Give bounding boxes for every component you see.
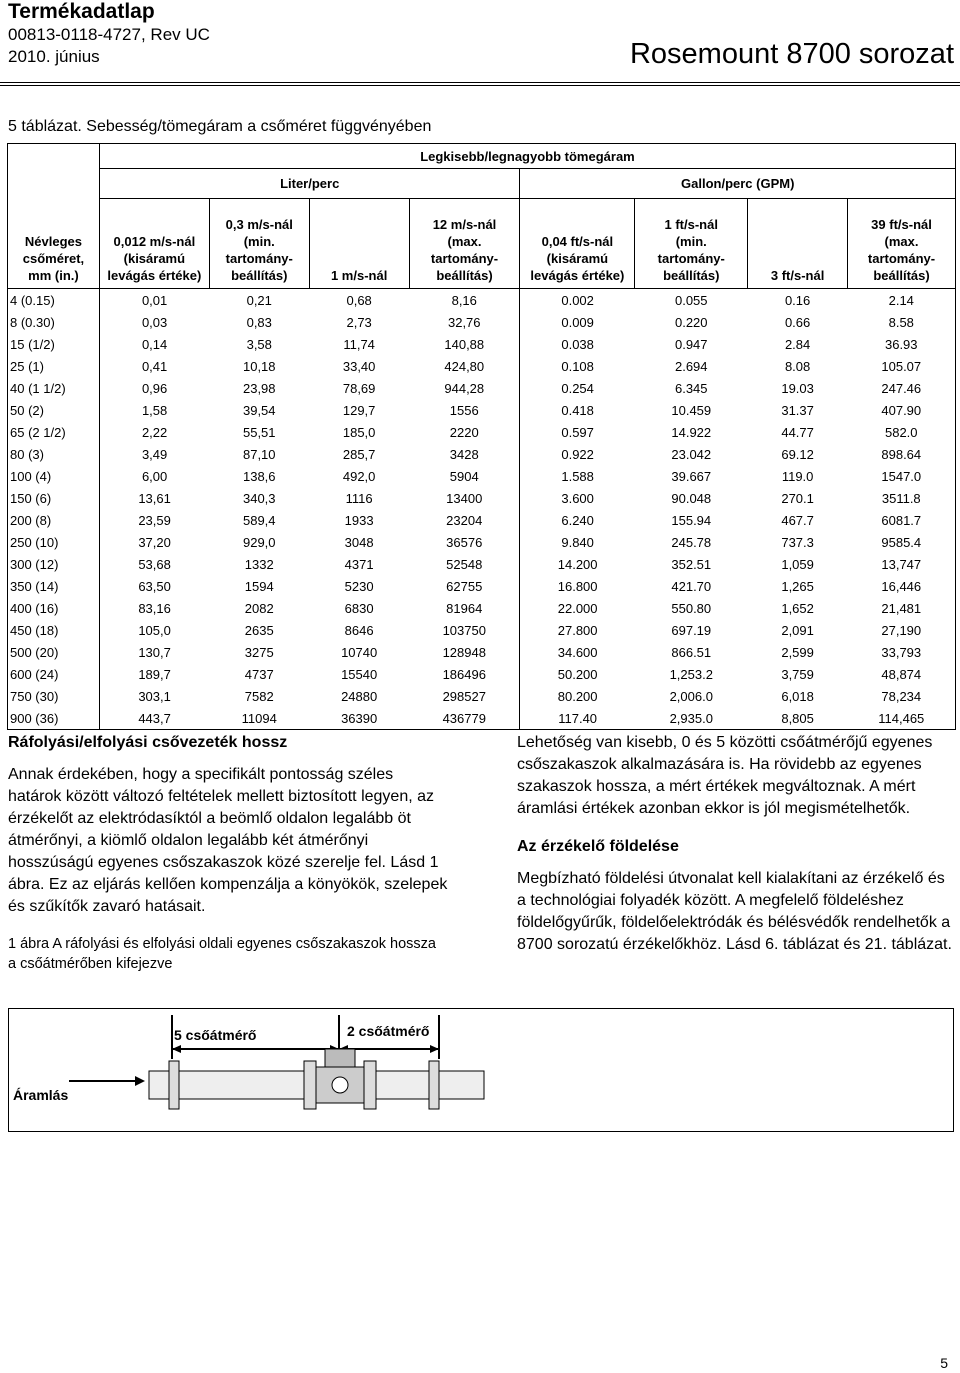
table-row	[8, 465, 956, 487]
flow-value-cell: 53,68	[99, 553, 209, 575]
flow-value-cell: 247.46	[881, 380, 922, 396]
col-header-5: 0,04 ft/s-nál (kisáramú levágás értéke)	[520, 199, 635, 289]
flow-value-cell: 436779	[442, 710, 486, 726]
table-row	[8, 619, 956, 641]
flow-value-cell: 3,58	[246, 336, 272, 352]
flow-value-cell: 0.66	[784, 314, 811, 330]
flow-value-cell: 1,059	[781, 556, 814, 572]
flow-value-cell: 8646	[344, 622, 374, 638]
flow-value-cell: 582.0	[884, 424, 918, 440]
pipe-size-cell: 750 (30)	[10, 688, 59, 704]
flow-value-cell: 1,253.2	[669, 666, 713, 682]
flow-value-cell: 14.922	[671, 424, 712, 440]
flow-value-cell: 1.588	[520, 465, 635, 487]
table-row	[8, 355, 956, 377]
flow-value-cell: 2,599	[781, 644, 814, 660]
flow-value-cell: 270.1	[781, 490, 814, 506]
short-pipe-paragraph: Lehetőség van kisebb, 0 és 5 közötti csőátmérőjű egyenes csőszakaszok alkalmazására is. Ha rövidebb az egyenes szakaszok hossza, a mért értékek megváltoznak. A mért áramlási értékek azonban ekkor is jól megismételhetők.	[517, 734, 933, 817]
flow-value-cell: 421.70	[671, 578, 712, 594]
pipe-size-cell: 500 (20)	[10, 644, 59, 660]
flow-value-cell: 2.84	[784, 336, 811, 352]
pipe-size-cell: 400 (16)	[10, 600, 59, 616]
flow-value-cell: 39.667	[671, 468, 712, 484]
two-diameter-label: 2 csőátmérő	[347, 1023, 430, 1039]
flow-value-cell: 697.19	[671, 622, 712, 638]
flow-value-cell: 303,1	[99, 685, 209, 707]
flow-value-cell: 27.800	[520, 619, 635, 641]
header-doc-number: 00813-0118-4727, Rev UC	[8, 25, 210, 44]
flow-value-cell: 4371	[344, 556, 374, 572]
flow-value-cell: 2.14	[888, 292, 914, 308]
flow-value-cell: 6081.7	[881, 512, 922, 528]
flow-value-cell: 16,446	[881, 578, 922, 594]
flow-value-cell: 44.77	[781, 424, 814, 440]
flow-value-cell: 2,22	[99, 421, 209, 443]
flow-value-cell: 898.64	[881, 446, 922, 462]
flow-value-cell: 0,41	[99, 355, 209, 377]
table-row	[8, 487, 956, 509]
flow-value-cell: 3511.8	[881, 490, 921, 506]
flow-value-cell: 27,190	[881, 622, 922, 638]
flow-value-cell: 1,265	[781, 578, 814, 594]
table-row	[8, 443, 956, 465]
table-row	[8, 333, 956, 355]
flow-value-cell: 10740	[341, 644, 378, 660]
pipe-size-cell: 300 (12)	[10, 556, 59, 572]
col-header-7: 3 ft/s-nál	[748, 199, 848, 289]
flow-value-cell: 0,96	[99, 377, 209, 399]
pipe-size-cell: 65 (2 1/2)	[10, 424, 66, 440]
flow-value-cell: 6,00	[99, 465, 209, 487]
flow-value-cell: 78,234	[881, 688, 922, 704]
pipe-length-paragraph: Annak érdekében, hogy a specifikált pontosság széles határok között változó feltételek mellett biztosított legyen, az érzékelőt az elektródasíktól a beömlő oldalon legalább öt átmérőnyi, a kiömlő oldalon legalább két átmérőnyi hosszúságú egyenes csőszakaszok közé szerelje fel. Lásd 1 ábra. Ez az eljárás kellően kompenzálja a könyökök, szelepek és szűkítők zavaró hatásait.	[8, 766, 448, 915]
flow-value-cell: 185,0	[342, 424, 376, 440]
flow-value-cell: 48,874	[881, 666, 922, 682]
flow-value-cell: 13,747	[881, 556, 922, 572]
col-header-6: 1 ft/s-nál (min. tartomány- beállítás)	[635, 199, 748, 289]
flow-value-cell: 0,21	[246, 292, 272, 308]
flow-value-cell: 0.002	[520, 289, 635, 312]
flow-value-cell: 2635	[244, 622, 274, 638]
flow-value-cell: 929,0	[242, 534, 276, 550]
flow-value-cell: 492,0	[342, 468, 376, 484]
flow-value-cell: 52548	[446, 556, 483, 572]
flow-value-cell: 589,4	[242, 512, 276, 528]
flow-value-cell: 62755	[446, 578, 483, 594]
pipe-size-cell: 15 (1/2)	[10, 336, 55, 352]
table-caption: 5 táblázat. Sebesség/tömegáram a csőméret függvényében	[8, 118, 432, 135]
flow-value-cell: 424,80	[444, 358, 485, 374]
flow-value-cell: 189,7	[99, 663, 209, 685]
flow-value-cell: 31.37	[781, 402, 814, 418]
table-row	[8, 311, 956, 333]
flow-value-cell: 11094	[241, 710, 277, 726]
flow-value-cell: 9585.4	[881, 534, 922, 550]
pipe-size-cell: 100 (4)	[10, 468, 52, 484]
flow-value-cell: 2,73	[346, 314, 372, 330]
pipe-size-cell: 250 (10)	[10, 534, 59, 550]
flow-value-cell: 1933	[344, 512, 374, 528]
flow-value-cell: 340,3	[242, 490, 276, 506]
five-diameter-label: 5 csőátmérő	[174, 1027, 257, 1043]
table-row	[8, 575, 956, 597]
mass-flow-group-header: Legkisebb/legnagyobb tömegáram	[99, 144, 955, 169]
flow-value-cell: 39,54	[242, 402, 276, 418]
col-header-0: Névleges csőméret, mm (in.)	[8, 144, 100, 289]
flow-value-cell: 298527	[442, 688, 486, 704]
flow-value-cell: 8.08	[784, 358, 811, 374]
flow-value-cell: 36.93	[884, 336, 918, 352]
flow-value-cell: 23,98	[242, 380, 276, 396]
flow-value-cell: 737.3	[781, 534, 814, 550]
flow-value-cell: 10.459	[671, 402, 712, 418]
flow-value-cell: 8.58	[888, 314, 914, 330]
flow-value-cell: 34.600	[520, 641, 635, 663]
flow-value-cell: 14.200	[520, 553, 635, 575]
flow-value-cell: 6.240	[520, 509, 635, 531]
flow-value-cell: 0,14	[99, 333, 209, 355]
flow-value-cell: 90.048	[671, 490, 712, 506]
flow-value-cell: 155.94	[671, 512, 712, 528]
col-header-3: 1 m/s-nál	[309, 199, 409, 289]
flow-value-cell: 285,7	[342, 446, 376, 462]
flow-value-cell: 138,6	[242, 468, 276, 484]
table-row	[8, 663, 956, 685]
flow-value-cell: 866.51	[671, 644, 712, 660]
flow-value-cell: 24880	[341, 688, 378, 704]
flow-value-cell: 3.600	[520, 487, 635, 509]
flow-label: Áramlás	[13, 1087, 69, 1103]
flow-value-cell: 0.254	[520, 377, 635, 399]
flow-value-cell: 55,51	[242, 424, 276, 440]
pipe-size-cell: 40 (1 1/2)	[10, 380, 66, 396]
flow-value-cell: 36576	[446, 534, 483, 550]
pipe-size-cell: 8 (0.30)	[10, 314, 55, 330]
flow-value-cell: 128948	[442, 644, 486, 660]
flow-value-cell: 0.220	[674, 314, 708, 330]
page-number: 5	[940, 1355, 948, 1371]
flow-value-cell: 37,20	[99, 531, 209, 553]
table-row	[8, 685, 956, 707]
pipe-size-cell: 80 (3)	[10, 446, 44, 462]
flow-value-cell: 443,7	[99, 707, 209, 730]
section-heading-grounding: Az érzékelő földelése	[517, 838, 679, 855]
flow-value-cell: 6830	[344, 600, 374, 616]
flow-value-cell: 5230	[344, 578, 374, 594]
flow-value-cell: 140,88	[444, 336, 485, 352]
table-body	[8, 289, 956, 730]
flow-value-cell: 0.418	[520, 399, 635, 421]
table-row	[8, 377, 956, 399]
table-row	[8, 399, 956, 421]
flow-value-cell: 467.7	[781, 512, 814, 528]
flow-value-cell: 407.90	[881, 402, 922, 418]
table-row	[8, 509, 956, 531]
flow-value-cell: 3,49	[99, 443, 209, 465]
flow-value-cell: 1,652	[781, 600, 814, 616]
table-row	[8, 597, 956, 619]
flow-value-cell: 0,03	[99, 311, 209, 333]
pipe-diagram	[9, 1009, 953, 1131]
flow-value-cell: 80.200	[520, 685, 635, 707]
flow-value-cell: 2,006.0	[669, 688, 713, 704]
grounding-paragraph: Megbízható földelési útvonalat kell kialakítani az érzékelő és a technológiai folyadék között. A megfelelő földeléshez földelőgyűrűk, földelőelektródák és bélésvédők rendelhetők a 8700 sorozatú érzékelőkhöz. Lásd 6. táblázat és 21. táblázat.	[517, 870, 952, 953]
pipe-size-cell: 150 (6)	[10, 490, 52, 506]
pipe-size-cell: 600 (24)	[10, 666, 59, 682]
flow-value-cell: 22.000	[520, 597, 635, 619]
col-header-8: 39 ft/s-nál (max. tartomány- beállítás)	[848, 199, 956, 289]
right-column	[517, 732, 957, 956]
flow-value-cell: 19.03	[781, 380, 814, 396]
flow-value-cell: 0.038	[520, 333, 635, 355]
table-row	[8, 421, 956, 443]
flow-rate-table	[7, 143, 956, 730]
flow-value-cell: 129,7	[342, 402, 376, 418]
flow-value-cell: 130,7	[99, 641, 209, 663]
flow-value-cell: 2.694	[674, 358, 708, 374]
flow-value-cell: 0.055	[674, 292, 708, 308]
table-row	[8, 553, 956, 575]
flow-value-cell: 1547.0	[881, 468, 922, 484]
flow-value-cell: 3275	[244, 644, 274, 660]
pipe-size-cell: 350 (14)	[10, 578, 59, 594]
flow-value-cell: 0,83	[246, 314, 272, 330]
flow-value-cell: 8,16	[451, 292, 477, 308]
flow-value-cell: 0.108	[520, 355, 635, 377]
flow-value-cell: 2220	[449, 424, 479, 440]
pipe-size-cell: 25 (1)	[10, 358, 44, 374]
col-header-4: 12 m/s-nál (max. tartomány- beállítás)	[409, 199, 520, 289]
flow-value-cell: 16.800	[520, 575, 635, 597]
pipe-size-cell: 50 (2)	[10, 402, 44, 418]
flow-value-cell: 105.07	[881, 358, 922, 374]
flow-value-cell: 1556	[449, 402, 479, 418]
flow-value-cell: 352.51	[671, 556, 712, 572]
table-row	[8, 289, 956, 312]
header-divider	[0, 82, 960, 86]
flow-value-cell: 8,805	[781, 710, 814, 726]
flow-value-cell: 103750	[442, 622, 486, 638]
flow-value-cell: 550.80	[671, 600, 712, 616]
flow-value-cell: 63,50	[99, 575, 209, 597]
flow-value-cell: 2,091	[781, 622, 814, 638]
flow-value-cell: 0.597	[520, 421, 635, 443]
figure-straight-pipe	[8, 1008, 954, 1132]
flow-value-cell: 1116	[345, 490, 373, 506]
flow-value-cell: 23,59	[99, 509, 209, 531]
flow-value-cell: 1594	[244, 578, 274, 594]
flow-value-cell: 11,74	[343, 336, 375, 352]
flow-value-cell: 10,18	[242, 358, 276, 374]
flow-value-cell: 13,61	[99, 487, 209, 509]
flow-value-cell: 50.200	[520, 663, 635, 685]
flow-value-cell: 83,16	[99, 597, 209, 619]
left-column	[8, 732, 448, 974]
flow-value-cell: 944,28	[444, 380, 485, 396]
flow-value-cell: 245.78	[671, 534, 712, 550]
table-row	[8, 707, 956, 730]
flow-value-cell: 21,481	[881, 600, 922, 616]
flow-value-cell: 33,40	[342, 358, 376, 374]
flow-value-cell: 5904	[449, 468, 479, 484]
flow-value-cell: 15540	[341, 666, 378, 682]
flow-value-cell: 0.16	[784, 292, 811, 308]
flow-value-cell: 0,68	[346, 292, 372, 308]
flow-value-cell: 3,759	[781, 666, 814, 682]
flow-value-cell: 6.345	[674, 380, 708, 396]
flow-value-cell: 1332	[244, 556, 274, 572]
flow-value-cell: 3428	[449, 446, 479, 462]
flow-value-cell: 33,793	[881, 644, 922, 660]
figure-caption: 1 ábra A ráfolyási és elfolyási oldali egyenes csőszakaszok hossza a csőátmérőben kifejezve	[8, 936, 436, 972]
flow-value-cell: 81964	[446, 600, 483, 616]
pipe-size-cell: 4 (0.15)	[10, 292, 55, 308]
flow-value-cell: 13400	[446, 490, 483, 506]
table-row	[8, 531, 956, 553]
gallon-group-header: Gallon/perc (GPM)	[520, 169, 956, 199]
flow-value-cell: 186496	[442, 666, 486, 682]
flow-value-cell: 0.922	[520, 443, 635, 465]
header-series: Rosemount 8700 sorozat	[629, 38, 954, 70]
pipe-size-cell: 900 (36)	[10, 710, 59, 726]
flow-value-cell: 2082	[244, 600, 274, 616]
col-header-2: 0,3 m/s-nál (min. tartomány- beállítás)	[209, 199, 309, 289]
flow-value-cell: 1,58	[99, 399, 209, 421]
flow-value-cell: 36390	[341, 710, 378, 726]
flow-value-cell: 6,018	[781, 688, 814, 704]
pipe-size-cell: 200 (8)	[10, 512, 52, 528]
liter-group-header: Liter/perc	[99, 169, 520, 199]
pipe-size-cell: 450 (18)	[10, 622, 59, 638]
flow-value-cell: 7582	[244, 688, 274, 704]
flow-value-cell: 2,935.0	[669, 710, 713, 726]
flow-value-cell: 0.009	[520, 311, 635, 333]
flow-value-cell: 32,76	[447, 314, 481, 330]
flow-value-cell: 9.840	[520, 531, 635, 553]
flow-value-cell: 23.042	[671, 446, 712, 462]
flow-value-cell: 114,465	[878, 710, 925, 726]
flow-value-cell: 4737	[244, 666, 274, 682]
flow-value-cell: 119.0	[781, 468, 814, 484]
page-header	[0, 0, 960, 76]
table-row	[8, 641, 956, 663]
flow-value-cell: 0.947	[674, 336, 708, 352]
flow-value-cell: 23204	[446, 512, 483, 528]
flow-value-cell: 0,01	[99, 289, 209, 312]
flow-value-cell: 87,10	[242, 446, 276, 462]
header-title: Termékadatlap	[8, 0, 155, 23]
flow-value-cell: 117.40	[520, 707, 635, 730]
header-date: 2010. június	[8, 47, 100, 66]
flow-value-cell: 3048	[344, 534, 374, 550]
flow-value-cell: 69.12	[781, 446, 814, 462]
section-heading-pipe-length: Ráfolyási/elfolyási csővezeték hossz	[8, 734, 288, 751]
col-header-1: 0,012 m/s-nál (kisáramú levágás értéke)	[99, 199, 209, 289]
flow-value-cell: 78,69	[342, 380, 376, 396]
flow-value-cell: 105,0	[99, 619, 209, 641]
